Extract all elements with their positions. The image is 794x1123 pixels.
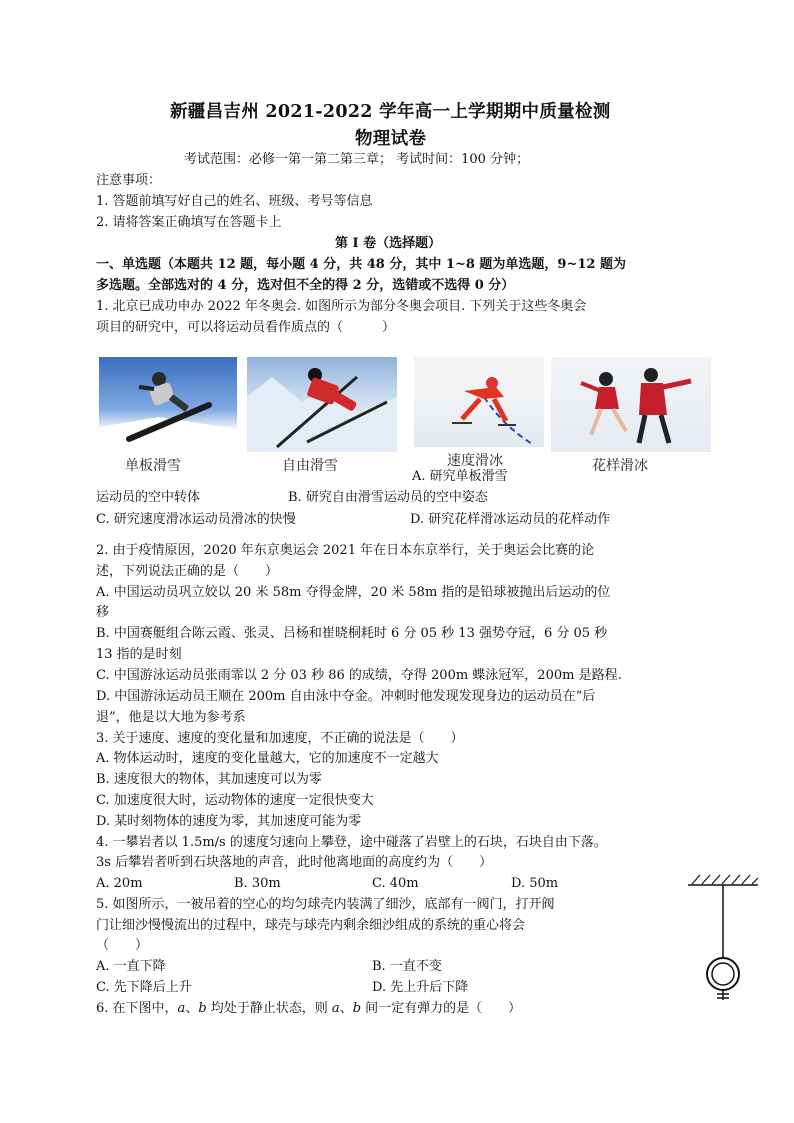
q3-option-c: C. 加速度很大时，运动物体的速度一定很快变大: [96, 793, 374, 808]
exam-info: 考试范围：必修一第一第二第三章； 考试时间：100 分钟；: [184, 152, 530, 167]
q2-option-d: D. 中国游泳运动员王顺在 200m 自由泳中夺金。冲刺时他发现发现身边的运动员在“后: [96, 689, 596, 704]
question-4-stem-cont: 3s 后攀岩者听到石块落地的声音，此时他离地面的高度约为（ ）: [96, 855, 493, 870]
question-1-stem: 1. 北京已成功申办 2022 年冬奥会. 如图所示为部分冬奥会项目. 下列关于这些冬奥会: [96, 299, 587, 314]
speed-skating-photo: [414, 357, 544, 447]
q3-option-a: A. 物体运动时，速度的变化量越大，它的加速度不一定越大: [96, 751, 439, 766]
q2-option-a: A. 中国运动员巩立姣以 20 米 58m 夺得金牌，20 米 58m 指的是铅球被抛出后运动的位: [96, 585, 611, 600]
q2-option-a-cont: 移: [96, 605, 110, 620]
q2-option-d-cont: 退”，他是以大地为参考系: [96, 710, 246, 725]
question-2-stem-cont: 述，下列说法正确的是（ ）: [96, 564, 279, 579]
note-item: 1. 答题前填写好自己的姓名、班级、考号等信息: [96, 194, 373, 209]
q2-option-b: B. 中国赛艇组合陈云霞、张灵、吕杨和崔晓桐耗时 6 分 05 秒 13 强势夺冠，6 分 05 秒: [96, 626, 608, 641]
q4-option-a: A. 20m: [96, 876, 143, 891]
note-item: 2. 请将答案正确填写在答题卡上: [96, 215, 282, 230]
hanging-sphere-diagram: [686, 870, 760, 1010]
page-title: 新疆昌吉州 2021-2022 学年高一上学期期中质量检测: [170, 102, 611, 122]
figure-skating-photo: [551, 357, 711, 452]
question-5-stem-paren: （ ）: [96, 938, 149, 953]
q3-option-b: B. 速度很大的物体，其加速度可以为零: [96, 772, 322, 787]
section-heading: 一、单选题（本题共 12 题，每小题 4 分，共 48 分，其中 1~8 题为单选题，9~12 题为: [96, 257, 626, 272]
q1-option-b: B. 研究自由滑雪运动员的空中姿态: [288, 490, 488, 505]
volume-heading: 第 I 卷（选择题）: [335, 236, 442, 251]
q1-option-a: A. 研究单板滑雪: [412, 469, 508, 484]
question-6-stem: 6. 在下图中，a、b 均处于静止状态，则 a、b 间一定有弹力的是（ ）: [96, 1001, 522, 1016]
caption-figure-skating: 花样滑冰: [592, 458, 648, 474]
q5-option-d: D. 先上升后下降: [372, 980, 469, 995]
question-5-stem: 5. 如图所示，一被吊着的空心的均匀球壳内装满了细沙，底部有一阀门，打开阀: [96, 897, 555, 912]
q1-option-d: D. 研究花样滑冰运动员的花样动作: [410, 512, 611, 527]
q3-option-d: D. 某时刻物体的速度为零，其加速度可能为零: [96, 814, 362, 829]
q1-option-a-cont: 运动员的空中转体: [96, 490, 201, 505]
page-subtitle: 物理试卷: [355, 129, 427, 149]
freestyle-ski-photo: [247, 357, 397, 452]
q2-option-b-cont: 13 指的是时刻: [96, 647, 182, 662]
q4-option-d: D. 50m: [511, 876, 559, 891]
question-4-stem: 4. 一攀岩者以 1.5m/s 的速度匀速向上攀登，途中碰落了岩壁上的石块，石块自由下落。: [96, 835, 607, 850]
caption-freestyle-ski: 自由滑雪: [282, 458, 338, 474]
q1-option-c: C. 研究速度滑冰运动员滑冰的快慢: [96, 512, 296, 527]
q5-option-b: B. 一直不变: [372, 959, 442, 974]
q2-option-c: C. 中国游泳运动员张雨霏以 2 分 03 秒 86 的成绩，夺得 200m 蝶泳冠军，200m 是路程.: [96, 668, 622, 683]
q4-option-c: C. 40m: [372, 876, 419, 891]
q5-option-a: A. 一直下降: [96, 959, 166, 974]
question-1-stem-cont: 项目的研究中，可以将运动员看作质点的（ ）: [96, 320, 396, 335]
question-3-stem: 3. 关于速度、速度的变化量和加速度，不正确的说法是（ ）: [96, 731, 464, 746]
caption-speed-skating: 速度滑冰: [447, 453, 503, 469]
section-heading-cont: 多选题。全部选对的 4 分，选对但不全的得 2 分，选错或不选得 0 分）: [96, 278, 515, 293]
q5-option-c: C. 先下降后上升: [96, 980, 192, 995]
question-2-stem: 2. 由于疫情原因，2020 年东京奥运会 2021 年在日本东京举行，关于奥运会比赛的论: [96, 543, 595, 558]
question-5-stem-cont: 门让细沙慢慢流出的过程中，球壳与球壳内剩余细沙组成的系统的重心将会: [96, 918, 526, 933]
notes-heading: 注意事项：: [96, 173, 162, 188]
snowboard-photo: [99, 357, 237, 452]
caption-snowboard: 单板滑雪: [125, 458, 181, 474]
q4-option-b: B. 30m: [234, 876, 281, 891]
